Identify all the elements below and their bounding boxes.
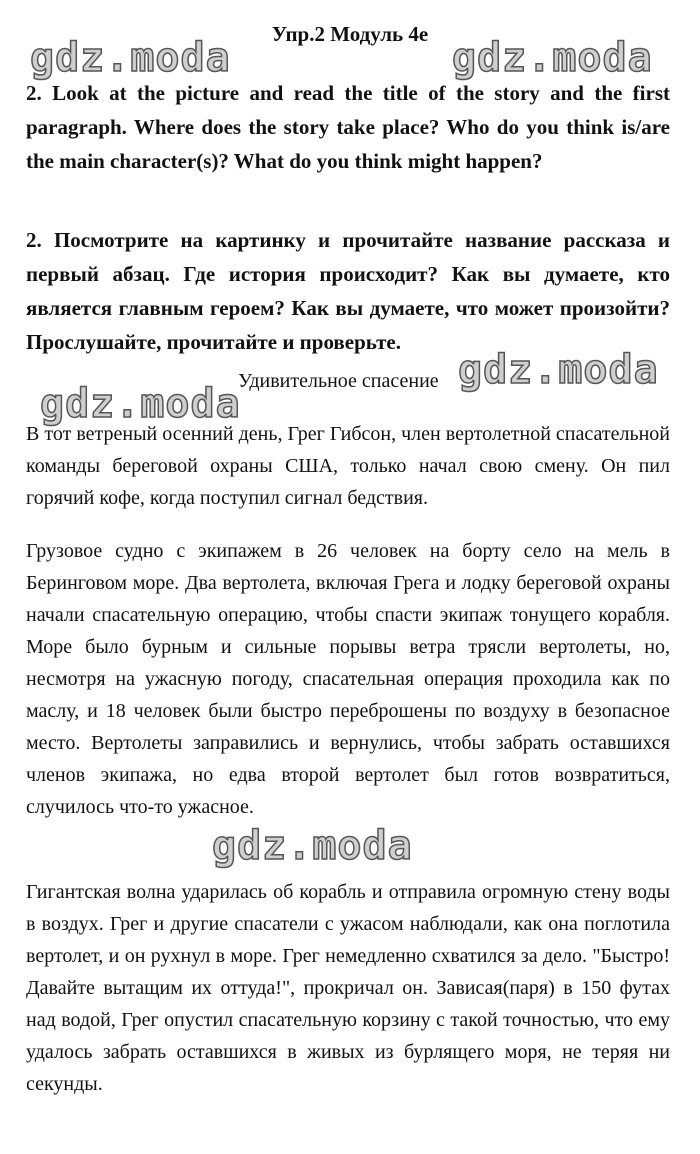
story-paragraph-1: В тот ветреный осенний день, Грег Гибсон, член вертолетной спасательной команды береговой охраны США, только начал свою смену. Он пил горячий кофе, когда поступил сигнал бедствия. xyxy=(26,423,670,509)
task-english: 2. Look at the picture and read the title of the story and the first paragraph. Where does the story take place? Who do you think is/are the main character(s)? What do you think might happen? xyxy=(26,81,670,173)
page-title: Упр.2 Модуль 4е xyxy=(271,22,429,46)
watermark-logo: gdz.moda xyxy=(30,35,231,81)
story-paragraph-2: Грузовое судно с экипажем в 26 человек на борту село на мель в Беринговом море. Два вертолета, включая Грега и лодку береговой охраны начали спасательную операцию, чтобы спасти экипаж тонущего корабля. Море было бурным и сильные порывы ветра трясли вертолеты, но, несмотря на ужасную погоду, спасательная операция проходила как по маслу, и 18 человек были быстро переброшены по воздуху в безопасное место. Вертолеты заправились и вернулись, чтобы забрать оставшихся членов экипажа, но едва второй вертолет был готов возвратиться, случилось что-то ужасное. xyxy=(26,540,670,818)
task-russian: 2. Посмотрите на картинку и прочитайте название рассказа и первый абзац. Где история происходит? Как вы думаете, кто является главным героем? Как вы думаете, что может произойти? Прослушайте, прочитайте и проверьте. xyxy=(26,228,670,354)
story-title: Удивительное спасение xyxy=(238,370,439,392)
watermark-logo: gdz.moda xyxy=(452,35,653,81)
watermark-logo: gdz.moda xyxy=(458,347,659,393)
watermark-logo: gdz.moda xyxy=(40,381,241,427)
watermark-logo: gdz.moda xyxy=(212,823,413,869)
story-paragraph-3: Гигантская волна ударилась об корабль и отправила огромную стену воды в воздух. Грег и другие спасатели с ужасом наблюдали, как она поглотила вертолет, и он рухнул в море. Грег немедленно схватился за дело. "Быстро! Давайте вытащим их оттуда!", прокричал он. Зависая(паря) в 150 футах над водой, Грег опустил спасательную корзину с такой точностью, что ему удалось забрать оставшихся в живых из бурлящего моря, не теряя ни секунды. xyxy=(26,881,670,1095)
